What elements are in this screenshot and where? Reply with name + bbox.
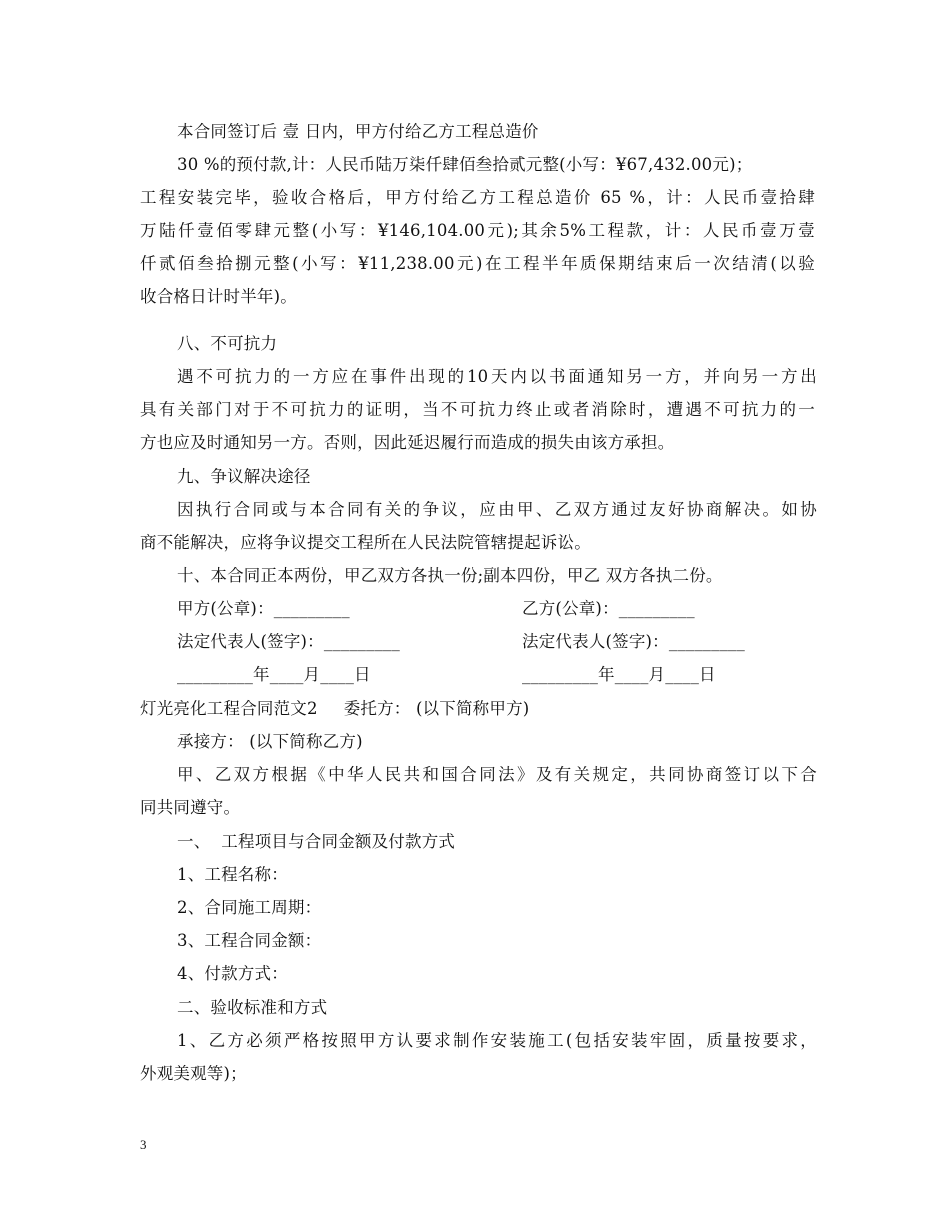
client-party-label: 委托方： (以下简称甲方)	[343, 699, 530, 718]
party-b-representative: 法定代表人(签字)：_________	[522, 632, 745, 651]
list-item: 3、工程合同金额：	[177, 931, 322, 950]
list-item: 4、付款方式：	[177, 964, 288, 983]
party-b-seal: 乙方(公章)：_________	[522, 599, 695, 618]
paragraph-line: 方也应及时通知另一方。否则，因此延迟履行而造成的损失由该方承担。	[140, 433, 675, 452]
paragraph-line: 具有关部门对于不可抗力的证明，当不可抗力终止或者消除时，遭遇不可抗力的一	[140, 400, 815, 419]
paragraph-line: 1、乙方必须严格按照甲方认要求制作安装施工(包括安装牢固，质量按要求，	[177, 1031, 817, 1050]
section-heading: 八、不可抗力	[177, 334, 278, 353]
contract-title: 灯光亮化工程合同范文2	[140, 699, 318, 718]
paragraph-line: 同共同遵守。	[140, 798, 241, 817]
paragraph-line: 仟贰佰叁拾捌元整(小写：¥11,238.00元)在工程半年质保期结束后一次结清(以验	[140, 254, 815, 273]
paragraph-line: 收合格日计时半年)。	[140, 287, 297, 306]
party-a-seal: 甲方(公章)：_________	[177, 599, 350, 618]
section-heading: 九、争议解决途径	[177, 467, 311, 486]
list-item: 1、工程名称：	[177, 865, 288, 884]
party-a-date: _________年____月____日	[177, 665, 371, 684]
page-number: 3	[140, 1137, 147, 1152]
paragraph-line: 外观美观等)；	[140, 1064, 247, 1083]
party-b-date: _________年____月____日	[522, 665, 716, 684]
contract-title-line	[140, 698, 815, 720]
section-heading: 一、 工程项目与合同金额及付款方式	[177, 832, 456, 851]
party-a-representative: 法定代表人(签字)：_________	[177, 632, 400, 651]
section-heading: 二、验收标准和方式	[177, 998, 328, 1017]
paragraph-line: 遇不可抗力的一方应在事件出现的10天内以书面通知另一方，并向另一方出	[177, 367, 817, 386]
paragraph-line: 十、本合同正本两份，甲乙双方各执一份;副本四份，甲乙 双方各执二份。	[177, 566, 723, 585]
paragraph-line: 30 %的预付款,计：人民币陆万柒仟肆佰叁拾贰元整(小写：¥67,432.00元)；	[177, 155, 753, 174]
paragraph-line: 甲、乙双方根据《中华人民共和国合同法》及有关规定，共同协商签订以下合	[177, 765, 817, 784]
paragraph-line: 工程安装完毕，验收合格后，甲方付给乙方工程总造价 65 %，计：人民币壹拾肆	[140, 188, 815, 207]
contractor-party-label: 承接方： (以下简称乙方)	[177, 732, 363, 751]
paragraph-line: 商不能解决，应将争议提交工程所在人民法院管辖提起诉讼。	[140, 533, 591, 552]
list-item: 2、合同施工周期：	[177, 898, 322, 917]
paragraph-line: 本合同签订后 壹 日内，甲方付给乙方工程总造价	[177, 122, 539, 141]
paragraph-line: 万陆仟壹佰零肆元整(小写：¥146,104.00元);其余5%工程款，计：人民币壹万壹	[140, 221, 815, 240]
paragraph-line: 因执行合同或与本合同有关的争议，应由甲、乙双方通过友好协商解决。如协	[177, 500, 817, 519]
